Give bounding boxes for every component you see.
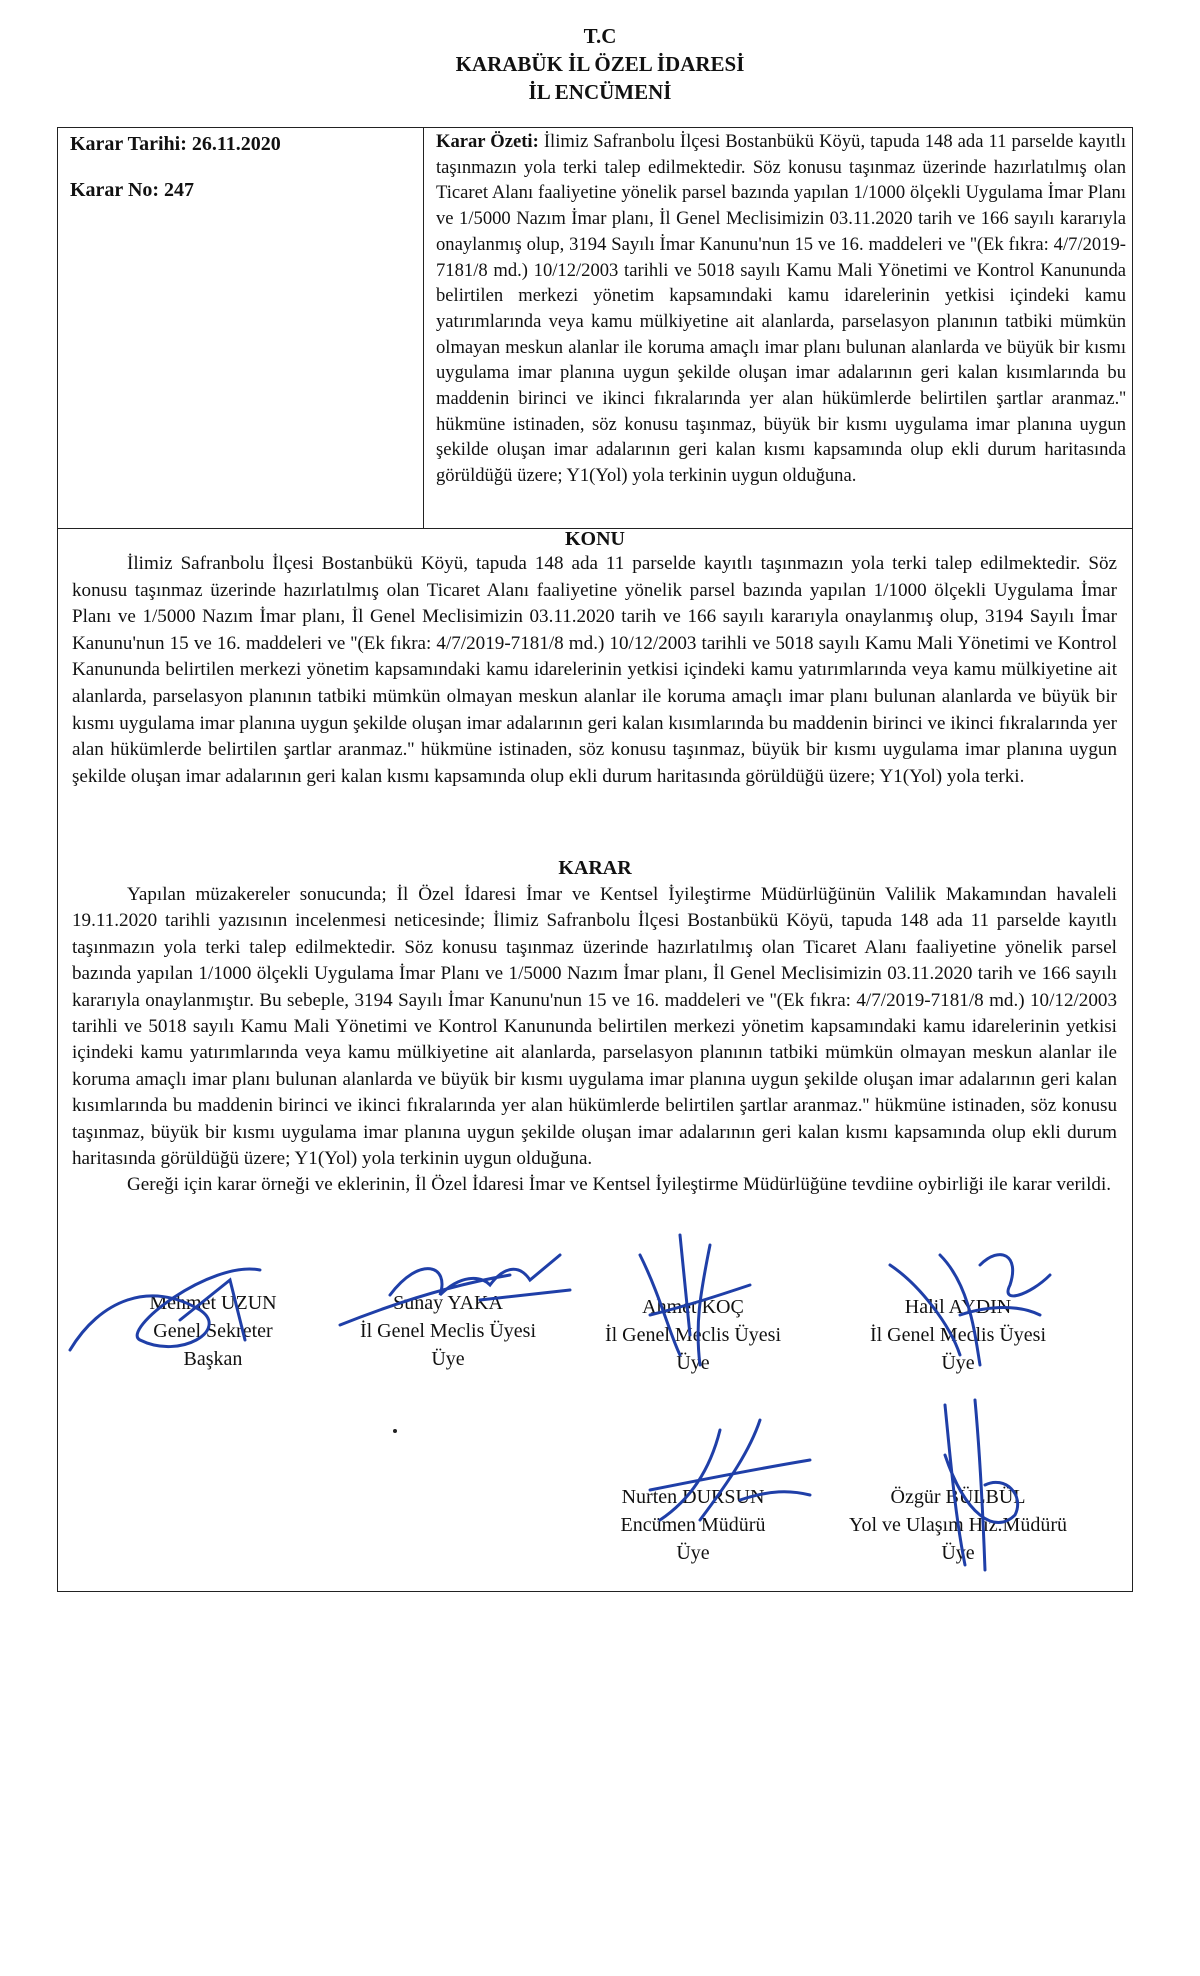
header-line-institution: KARABÜK İL ÖZEL İDARESİ — [455, 52, 745, 76]
karar-paragraph-1: Yapılan müzakereler sonucunda; İl Özel İdaresi İmar ve Kentsel İyileştirme Müdürlüğünün Valilik Makamından havaleli 19.11.2020 tarihli yazısının incelenmesi neticesinde; İlimiz Safranbolu İlçesi Bostanbükü Köyü, tapuda 148 ada 11 parselde kayıtlı taşınmazın yola terki talep edilmektedir. Söz konusu taşınmaz üzerinde hazırlatılmış olan Ticaret Alanı faaliyetine yönelik parsel bazında yapılan 1/1000 ölçekli Uygulama İmar Planı ve 1/5000 Nazım İmar planı, İl Genel Meclisimizin 03.11.2020 tarih ve 166 sayılı kararıyla onaylanmıştır. Bu sebeple, 3194 Sayılı İmar Kanunu'nun 15 ve 16. maddeleri ve ''(Ek fıkra: 4/7/2019-7181/8 md.) 10/12/2003 tarihli ve 5018 sayılı Kamu Mali Yönetimi ve Kontrol Kanununda belirtilen merkezi yönetim kapsamındaki kamu idarelerinin yetkisi içindeki kamu yatırımlarında veya kamu mülkiyetine ait alanlarda, parselasyon planının tatbiki mümkün olmayan meskun alanlar ile koruma amaçlı imar planı bulunan alanlarda ve büyük bir kısmı uygulama imar planına uygun şekilde oluşan imar adalarının geri kalan kısımlarında bu maddenin birinci ve ikinci fıkralarında yer alan hükümlerde belirtilen şartlar aranmaz.'' hükmüne istinaden, söz konusu taşınmaz, büyük bir kısmı uygulama imar planına uygun şekilde oluşan imar adalarının geri kalan kısmı kapsamında olup ekli durum haritasında görüldüğü üzere; Y1(Yol) yola terkinin uygun olduğuna. — [72, 884, 1117, 1170]
signatory-role: Üye — [941, 1542, 975, 1564]
summary-text: İlimiz Safranbolu İlçesi Bostanbükü Köyü, tapuda 148 ada 11 parselde kayıtlı taşınmazın yola terki talep edilmektedir. Söz konusu taşınmaz üzerinde hazırlatılmış olan Ticaret Alanı faaliyetine yönelik parsel bazında yapılan 1/1000 ölçekli Uygulama İmar Planı ve 1/5000 Nazım İmar planı, İl Genel Meclisimizin 03.11.2020 tarih ve 166 sayılı kararıyla onaylanmış olup, 3194 Sayılı İmar Kanunu'nun 15 ve 16. maddeleri ve ''(Ek fıkra: 4/7/2019-7181/8 md.) 10/12/2003 tarihli ve 5018 sayılı Kamu Mali Yönetimi ve Kontrol Kanununda belirtilen merkezi yönetim kapsamındaki kamu idarelerinin yetkisi içindeki kamu yatırımlarında veya kamu mülkiyetine ait alanlarda, parselasyon planının tatbiki mümkün olmayan meskun alanlar ile koruma amaçlı imar planı bulunan alanlarda ve büyük bir kısmı uygulama imar planına uygun şekilde oluşan imar adalarının geri kalan kısımlarında bu maddenin birinci ve ikinci fıkralarında yer alan hükümlerde belirtilen şartlar aranmaz.'' hükmüne istinaden, söz konusu taşınmaz, büyük bir kısmı uygulama imar planına uygun şekilde oluşan imar adalarının geri kalan kısmı kapsamında olup ekli durum haritasında görüldüğü üzere; Y1(Yol) yola terkinin uygun olduğuna. — [436, 131, 1126, 487]
handwritten-signature-6 — [925, 1395, 1035, 1580]
decision-summary-cell — [436, 128, 1126, 528]
signatory-name: Halil AYDIN — [904, 1296, 1012, 1318]
signatory-name: Nurten DURSUN — [621, 1486, 765, 1508]
decision-number: Karar No: 247 — [70, 179, 195, 201]
signatory-role: Üye — [676, 1352, 710, 1374]
karar-body — [72, 882, 1117, 1199]
decision-meta-cell — [58, 128, 424, 528]
signatory-name: Sunay YAKA — [393, 1292, 503, 1314]
signatory-title: Yol ve Ulaşım Hiz.Müdürü — [849, 1514, 1067, 1536]
signatory-role: Üye — [941, 1352, 975, 1374]
signatory-title: Encümen Müdürü — [620, 1514, 766, 1536]
signatory-title: İl Genel Meclis Üyesi — [359, 1320, 537, 1342]
karar-paragraph-2: Gereği için karar örneği ve eklerinin, İl Özel İdaresi İmar ve Kentsel İyileştirme Müdürlüğüne tevdiine oybirliği ile karar verildi. — [127, 1174, 1112, 1196]
summary-label: Karar Özeti: — [436, 131, 539, 152]
signatory-name: Özgür BÜLBÜL — [890, 1486, 1026, 1508]
signatory-role: Üye — [431, 1348, 465, 1370]
signatory-title: İl Genel Meclis Üyesi — [869, 1324, 1047, 1346]
signatory-title: İl Genel Meclis Üyesi — [604, 1324, 782, 1346]
handwritten-signature-2 — [330, 1235, 590, 1355]
decision-info-row — [58, 128, 1132, 529]
header-line-council: İL ENCÜMENİ — [528, 80, 672, 104]
decision-date: Karar Tarihi: 26.11.2020 — [70, 133, 281, 155]
signatory-title: Genel Sekreter — [153, 1320, 273, 1342]
handwritten-signature-4 — [880, 1225, 1060, 1385]
signatory-name: Mehmet UZUN — [149, 1292, 277, 1314]
handwritten-signature-5 — [640, 1410, 820, 1540]
signatory-role: Başkan — [183, 1348, 243, 1370]
handwritten-signature-3 — [610, 1215, 770, 1375]
document-header — [0, 22, 1200, 106]
signatory-role: Üye — [676, 1542, 710, 1564]
konu-heading: KONU — [565, 528, 625, 550]
handwritten-signature-1 — [60, 1240, 290, 1380]
karar-heading: KARAR — [558, 857, 632, 879]
header-line-tc: T.C — [583, 24, 617, 48]
konu-text: İlimiz Safranbolu İlçesi Bostanbükü Köyü, tapuda 148 ada 11 parselde kayıtlı taşınmazın yola terki talep edilmektedir. Söz konusu taşınmaz üzerinde hazırlatılmış olan Ticaret Alanı faaliyetine yönelik parsel bazında yapılan 1/1000 ölçekli Uygulama İmar Planı ve 1/5000 Nazım İmar planı, İl Genel Meclisimizin 03.11.2020 tarih ve 166 sayılı kararıyla onaylanmış olup, 3194 Sayılı İmar Kanunu'nun 15 ve 16. maddeleri ve ''(Ek fıkra: 4/7/2019-7181/8 md.) 10/12/2003 tarihli ve 5018 sayılı Kamu Mali Yönetimi ve Kontrol Kanununda belirtilen merkezi yönetim kapsamındaki kamu idarelerinin yetkisi içindeki kamu yatırımlarında veya kamu mülkiyetine ait alanlarda, parselasyon planının tatbiki mümkün olmayan meskun alanlar ile koruma amaçlı imar planı bulunan alanlarda ve büyük bir kısmı uygulama imar planına uygun şekilde oluşan imar adalarının geri kalan kısımlarında bu maddenin birinci ve ikinci fıkralarında yer alan hükümlerde belirtilen şartlar aranmaz.'' hükmüne istinaden, söz konusu taşınmaz, büyük bir kısmı uygulama imar planına uygun şekilde oluşan imar adalarının geri kalan kısmı kapsamında olup ekli durum haritasında görüldüğü üzere; Y1(Yol) yola terki. — [72, 553, 1117, 787]
ink-dot — [393, 1429, 397, 1433]
signatory-name: Ahmet KOÇ — [642, 1296, 744, 1318]
decision-summary — [436, 129, 1126, 489]
